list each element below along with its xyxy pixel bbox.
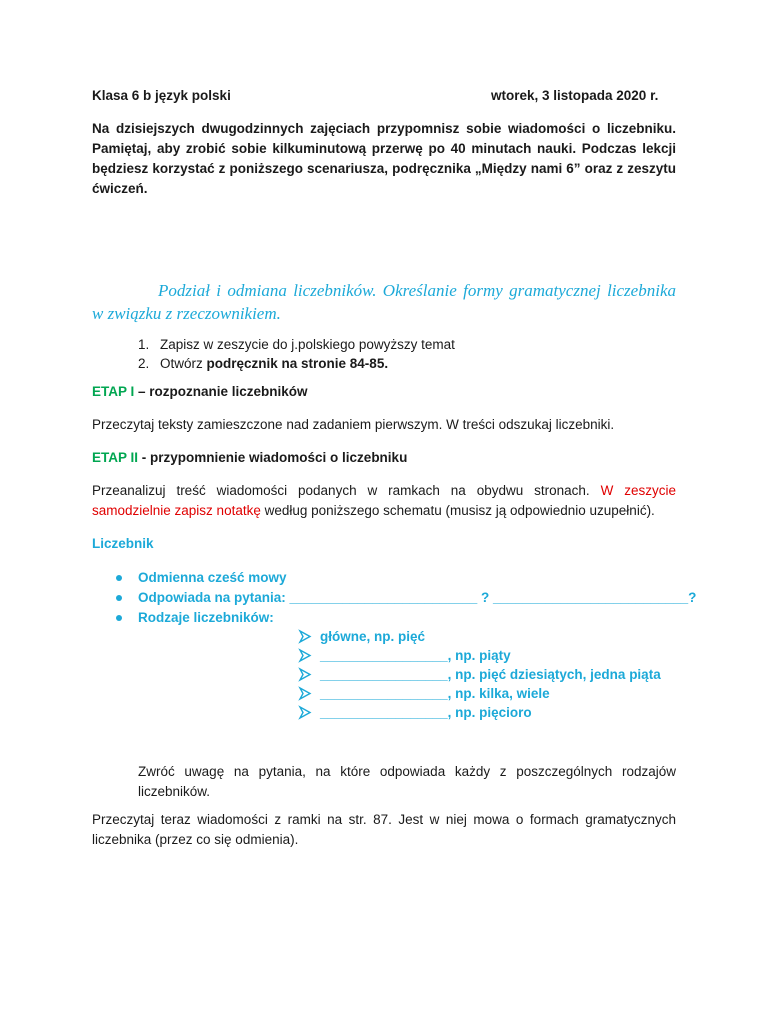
date-label: wtorek, 3 listopada 2020 r. (491, 88, 659, 103)
types-list (320, 627, 720, 722)
etap1-separator: – (134, 384, 150, 399)
bullet-item (138, 568, 698, 588)
step-item (138, 335, 660, 354)
bullet-dot-icon (116, 615, 122, 621)
bullet-text: Odmienna cześć mowy (138, 570, 287, 585)
type-item (320, 684, 720, 703)
type-text: _________________, np. kilka, wiele (320, 686, 550, 701)
type-item (320, 646, 720, 665)
type-text: główne, np. pięć (320, 629, 426, 644)
type-text: _________________, np. pięć dziesiątych, jedna piąta (320, 667, 661, 682)
remark-paragraph: Zwróć uwagę na pytania, na które odpowiada każdy z poszczególnych rodzajów liczebników. (138, 764, 676, 799)
type-text: _________________, np. piąty (320, 648, 511, 663)
lesson-topic: Podział i odmiana liczebników. Określanie formy gramatycznej liczebnika w związku z rzeczownikiem. (92, 281, 676, 323)
arrow-bullet-icon (298, 684, 312, 703)
arrow-bullet-icon (298, 627, 312, 646)
type-text: _________________, np. pięcioro (320, 705, 532, 720)
etap2-text-red: W zeszycie samodzielnie zapisz notatkę (92, 483, 677, 518)
etap1-label: ETAP I (92, 384, 135, 399)
type-item (320, 703, 720, 722)
bullet-text: Rodzaje liczebników: (138, 610, 274, 625)
etap1-text: Przeczytaj teksty zamieszczone nad zadaniem pierwszym. W treści odszukaj liczebniki. (92, 417, 615, 432)
step-text-bold: podręcznik na stronie 84-85. (206, 356, 389, 371)
intro-paragraph: Na dzisiejszych dwugodzinnych zajęciach przypomnisz sobie wiadomości o liczebniku. Pamiętaj, aby zrobić sobie kilkuminutową przerwę po 40 minutach nauki. Podczas lekcji będziesz korzystać z poniższego scenariusza, podręcznika „Między nami 6” oraz z zeszytu ćwiczeń. (92, 121, 676, 196)
type-item (320, 627, 720, 646)
arrow-bullet-icon (298, 703, 312, 722)
etap2-label: ETAP II (92, 450, 139, 465)
step-item (138, 354, 660, 373)
step-number: 1. (138, 337, 150, 352)
etap2-paragraph (92, 481, 676, 521)
arrow-bullet-icon (298, 646, 312, 665)
steps-list (138, 335, 660, 373)
arrow-bullet-icon (298, 665, 312, 684)
etap2-text-before: Przeanalizuj treść wiadomości podanych w ramkach na obydwu stronach. (92, 483, 601, 498)
note-heading: Liczebnik (92, 536, 154, 551)
etap2-heading (92, 450, 407, 465)
final-paragraph: Przeczytaj teraz wiadomości z ramki na str. 87. Jest w niej mowa o formach gramatycznych liczebnika (przez co się odmienia). (92, 812, 676, 847)
bullet-dot-icon (116, 595, 122, 601)
bullet-item (138, 608, 698, 628)
step-text: Zapisz w zeszycie do j.polskiego powyższy temat (160, 337, 455, 352)
etap1-heading (92, 384, 308, 399)
class-subject-label: Klasa 6 b język polski (92, 88, 231, 103)
type-item (320, 665, 720, 684)
bullet-text: Odpowiada na pytania: _________________________ ? __________________________? (138, 590, 697, 605)
note-bullets (138, 568, 698, 628)
step-number: 2. (138, 356, 150, 371)
bullet-item (138, 588, 698, 608)
step-text: Otwórz (160, 356, 207, 371)
bullet-dot-icon (116, 575, 122, 581)
etap1-title: rozpoznanie liczebników (149, 384, 308, 399)
etap2-separator: - (138, 450, 151, 465)
etap2-title: przypomnienie wiadomości o liczebniku (150, 450, 408, 465)
etap2-text-after: według poniższego schematu (musisz ją odpowiednio uzupełnić). (260, 503, 655, 518)
